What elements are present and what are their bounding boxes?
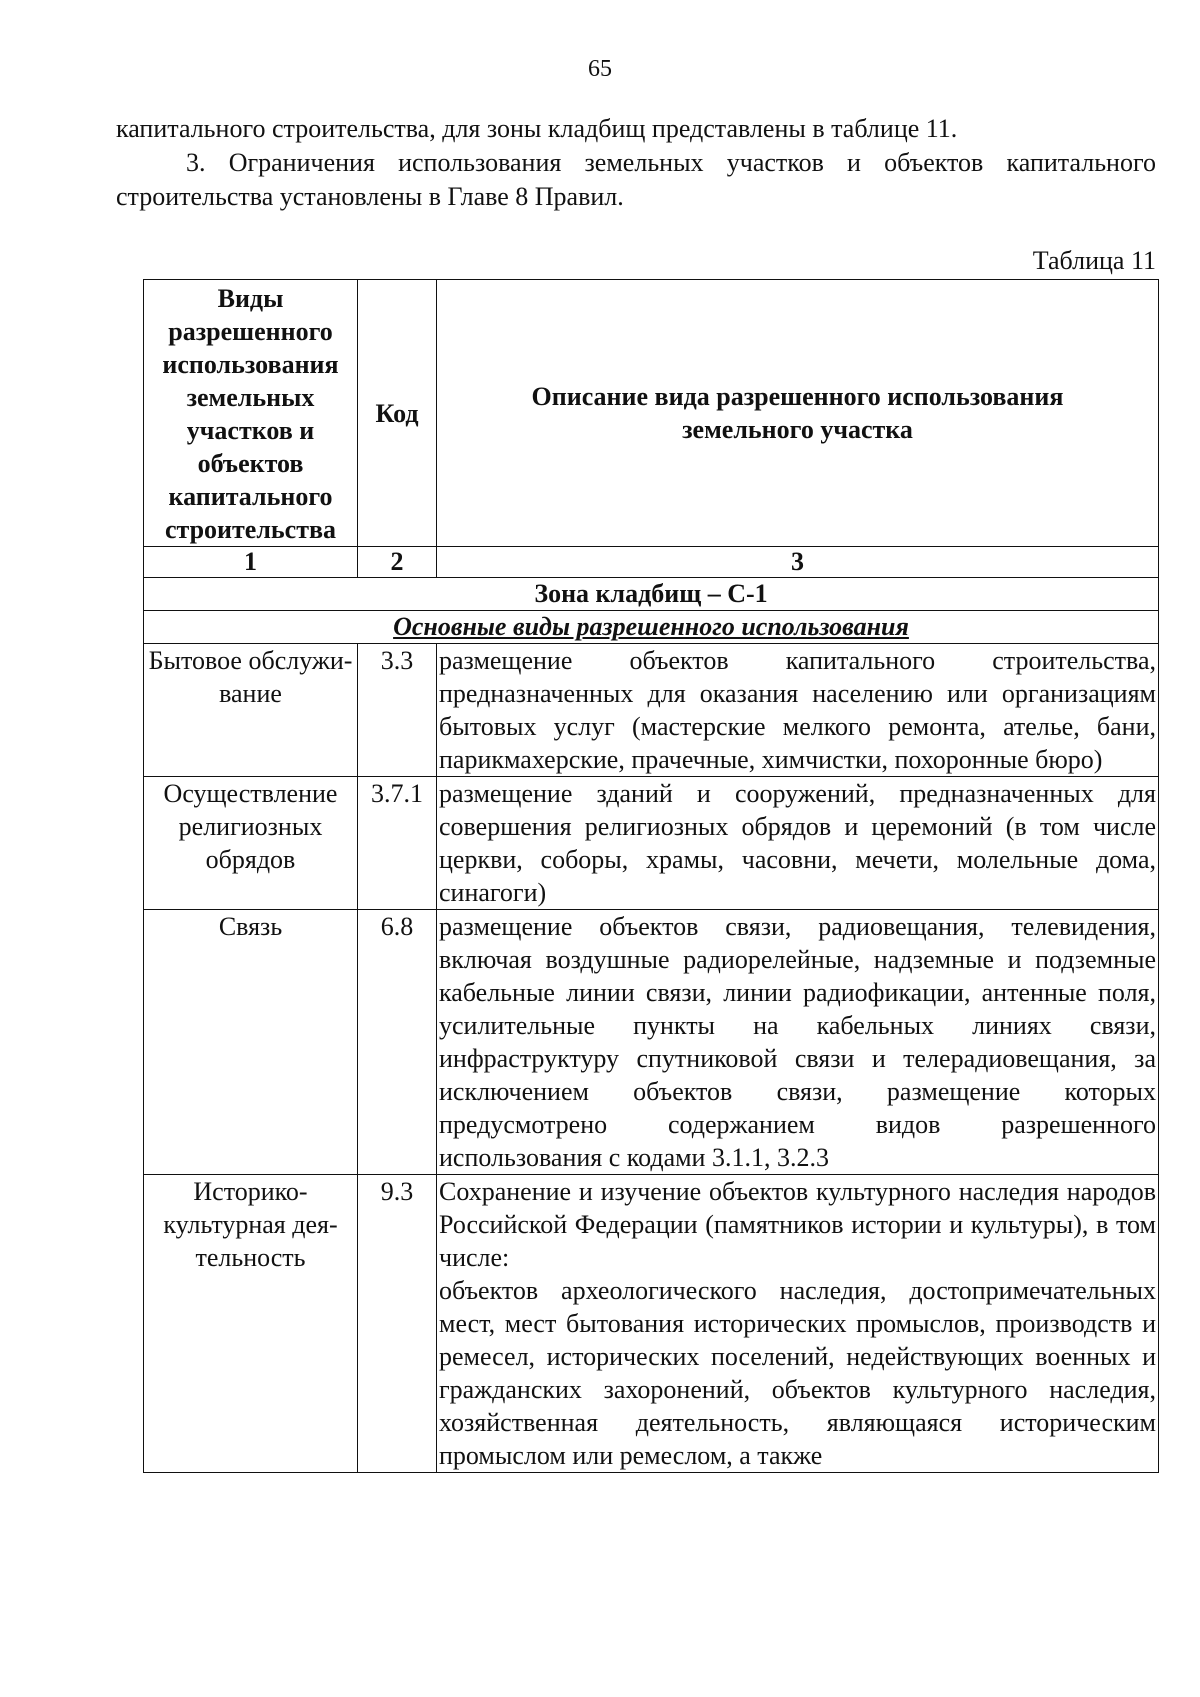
column-number: 1 (144, 547, 358, 578)
zone-title-row (144, 578, 1159, 611)
use-type-code: 3.7.1 (358, 777, 437, 910)
use-type-description: размещение объектов капитального строительства, предназначенных для оказания населению или организациям бытовых услуг (мастерские мелкого ремонта, ателье, бани, парикмахерские, прачечные, химчистки, похоронные бюро) (437, 644, 1159, 777)
use-type-code: 3.3 (358, 644, 437, 777)
page-number: 65 (588, 56, 612, 82)
use-type-name: Историко-культурная дея-тельность (144, 1175, 358, 1473)
use-type-code: 9.3 (358, 1175, 437, 1473)
intro-paragraph: 3. Ограничения использования земельных участков и объектов капитального строительства установлены в Главе 8 Правил. (116, 148, 1156, 211)
header-code: Код (358, 280, 437, 547)
table-caption: Таблица 11 (1032, 246, 1156, 275)
use-type-code: 6.8 (358, 910, 437, 1175)
description-paragraph: Сохранение и изучение объектов культурного наследия народов Российской Федерации (памятников истории и культуры), в том числе: (439, 1177, 1156, 1272)
section-title: Основные виды разрешенного использования (144, 611, 1159, 644)
intro-line: капитального строительства, для зоны кладбищ представлены в таблице 11. (116, 114, 958, 143)
intro-text (116, 112, 1156, 214)
section-title-row (144, 611, 1159, 644)
table-row (144, 644, 1159, 777)
use-type-name: Осуществление религиозных обрядов (144, 777, 358, 910)
use-type-name: Связь (144, 910, 358, 1175)
header-description: Описание вида разрешенного использования земельного участка (437, 280, 1159, 547)
land-use-table (143, 279, 1159, 1473)
use-type-description: размещение объектов связи, радиовещания, телевидения, включая воздушные радиорелейные, надземные и подземные кабельные линии связи, линии радиофикации, антенные поля, усилительные пункты на кабельных линиях связи, инфраструктуру спутниковой связи и телерадиовещания, за исключением объектов связи, размещение которых предусмотрено содержанием видов разрешенного использования с кодами 3.1.1, 3.2.3 (437, 910, 1159, 1175)
table-row (144, 777, 1159, 910)
zone-title: Зона кладбищ – С-1 (144, 578, 1159, 611)
column-number: 2 (358, 547, 437, 578)
table-header-row (144, 280, 1159, 547)
header-use-types: Виды разрешенного использования земельных участков и объектов капитального строительства (144, 280, 358, 547)
column-numbers-row (144, 547, 1159, 578)
table-row (144, 910, 1159, 1175)
table-row (144, 1175, 1159, 1473)
use-type-description (437, 1175, 1159, 1473)
use-type-name: Бытовое обслужи-вание (144, 644, 358, 777)
use-type-description: размещение зданий и сооружений, предназначенных для совершения религиозных обрядов и церемоний (в том числе церкви, соборы, храмы, часовни, мечети, молельные дома, синагоги) (437, 777, 1159, 910)
description-paragraph: объектов археологического наследия, достопримечательных мест, мест бытования исторических промыслов, производств и ремесел, исторических поселений, недействующих военных и гражданских захоронений, объектов культурного наследия, хозяйственная деятельность, являющаяся историческим промыслом или ремеслом, а также (439, 1276, 1156, 1470)
column-number: 3 (437, 547, 1159, 578)
